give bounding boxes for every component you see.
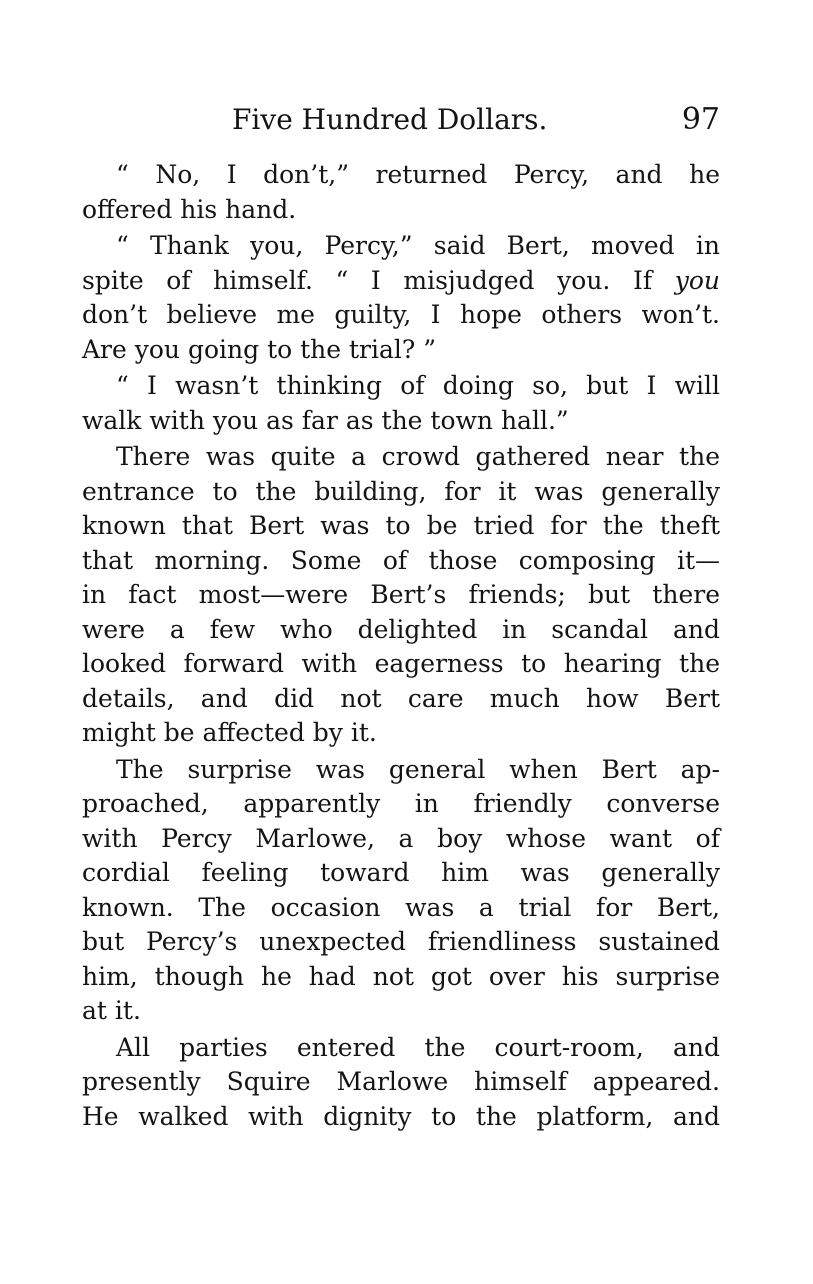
- text-segment: spite of himself. “ I misjudged you. If: [82, 265, 653, 295]
- text-line: There was quite a crowd gathered near the: [116, 442, 720, 471]
- text-line: He walked with dignity to the platform, and: [82, 1101, 720, 1131]
- text-line: cordial feeling toward him was generally: [82, 858, 720, 887]
- text-line: Are you going to the trial? ”: [82, 334, 437, 364]
- text-line: don’t believe me guilty, I hope others won’t.: [82, 300, 720, 329]
- text-line: offered his hand.: [82, 194, 297, 224]
- text-line: The surprise was general when Bert ap-: [116, 754, 720, 784]
- text-line: details, and did not care much how Bert: [82, 683, 720, 713]
- paragraph-6: [82, 1031, 720, 1135]
- text-line: looked forward with eagerness to hearing the: [82, 649, 720, 678]
- running-title: Five Hundred Dollars.: [232, 103, 548, 136]
- text-line: known that Bert was to be tried for the theft: [82, 511, 720, 540]
- text-line: “ No, I don’t,” returned Percy, and he: [116, 160, 720, 189]
- text-line: proached, apparently in friendly converse: [82, 789, 720, 818]
- text-line: at it.: [82, 996, 141, 1025]
- text-line: All parties entered the court-room, and: [116, 1032, 720, 1062]
- text-line: entrance to the building, for it was generally: [82, 476, 720, 506]
- text-line: presently Squire Marlowe himself appeared.: [82, 1067, 720, 1096]
- text-line: in fact most—were Bert’s friends; but there: [82, 580, 720, 609]
- paragraph-5: [82, 753, 720, 1029]
- paragraph-2: [82, 229, 720, 367]
- text-line: “ Thank you, Percy,” said Bert, moved in: [116, 231, 720, 260]
- page-number: 97: [681, 102, 720, 137]
- text-line: with Percy Marlowe, a boy whose want of: [82, 823, 720, 853]
- text-line: that morning. Some of those composing it—: [82, 545, 720, 575]
- text-line: him, though he had not got over his surprise: [82, 961, 720, 991]
- text-line-with-emphasis: [82, 264, 720, 299]
- text-line: were a few who delighted in scandal and: [82, 614, 720, 644]
- text-line: but Percy’s unexpected friendliness sustained: [82, 927, 720, 956]
- body-text: [82, 158, 720, 1136]
- text-line: known. The occasion was a trial for Bert,: [82, 892, 720, 922]
- italic-word: you: [674, 265, 720, 295]
- text-line: walk with you as far as the town hall.”: [82, 405, 569, 435]
- paragraph-1: [82, 158, 720, 227]
- paragraph-3: [82, 369, 720, 438]
- text-line: “ I wasn’t thinking of doing so, but I will: [116, 371, 720, 400]
- running-head: [82, 100, 720, 140]
- text-line: might be affected by it.: [82, 718, 377, 747]
- paragraph-4: [82, 440, 720, 751]
